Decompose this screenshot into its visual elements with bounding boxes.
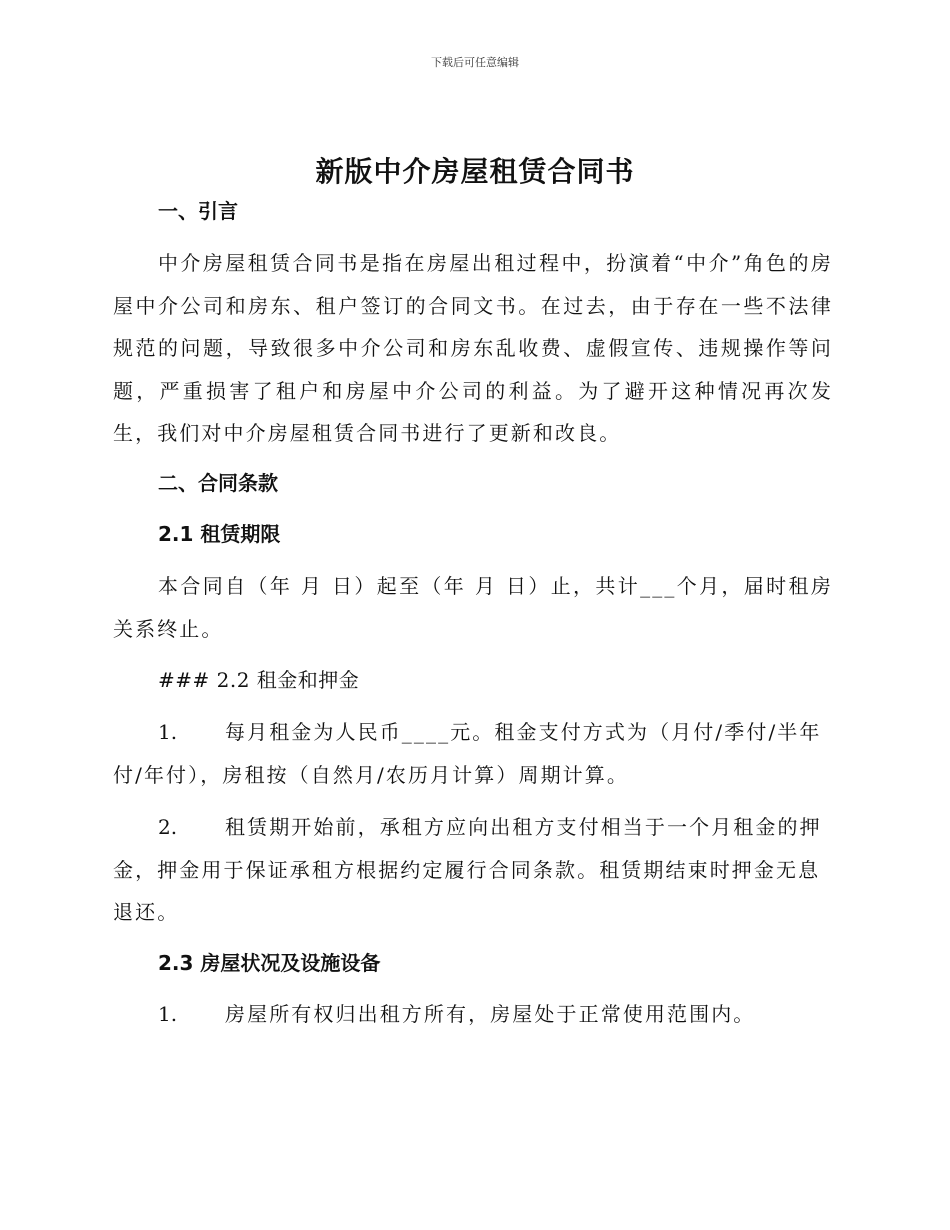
section-heading-terms: 二、合同条款 — [158, 471, 278, 495]
document-title: 新版中介房屋租赁合同书 — [315, 155, 635, 188]
condition-item-1 — [113, 993, 833, 1036]
subsection-heading-lease-term: 2.1 租赁期限 — [158, 522, 281, 546]
list-number: 1. — [158, 1002, 178, 1026]
list-number: 2. — [158, 815, 178, 839]
rent-item-2 — [113, 806, 833, 934]
subsection-heading-rent: ### 2.2 租金和押金 — [158, 668, 360, 692]
list-number: 1. — [158, 720, 178, 744]
list-item-text: 租赁期开始前，承租方应向出租方支付相当于一个月租金的押金，押金用于保证承租方根据约定履行合同条款。租赁期结束时押金无息退还。 — [113, 815, 822, 924]
list-item-text: 每月租金为人民币____元。租金支付方式为（月付/季付/半年付/年付），房租按（自然月/农历月计算）周期计算。 — [113, 720, 822, 787]
page-header-note: 下载后可任意编辑 — [431, 56, 519, 69]
subsection-heading-condition: 2.3 房屋状况及设施设备 — [158, 951, 381, 975]
lease-term-paragraph: 本合同自（年 月 日）起至（年 月 日）止，共计___个月，届时租房关系终止。 — [113, 574, 833, 641]
intro-paragraph: 中介房屋租赁合同书是指在房屋出租过程中，扮演着“中介”角色的房屋中介公司和房东、租户签订的合同文书。在过去，由于存在一些不法律规范的问题，导致很多中介公司和房东乱收费、虚假宣传、违规操作等问题，严重损害了租户和房屋中介公司的利益。为了避开这种情况再次发生，我们对中介房屋租赁合同书进行了更新和改良。 — [113, 251, 833, 445]
section-heading-intro: 一、引言 — [158, 199, 238, 223]
list-item-text: 房屋所有权归出租方所有，房屋处于正常使用范围内。 — [225, 1002, 756, 1026]
rent-item-1 — [113, 711, 833, 796]
